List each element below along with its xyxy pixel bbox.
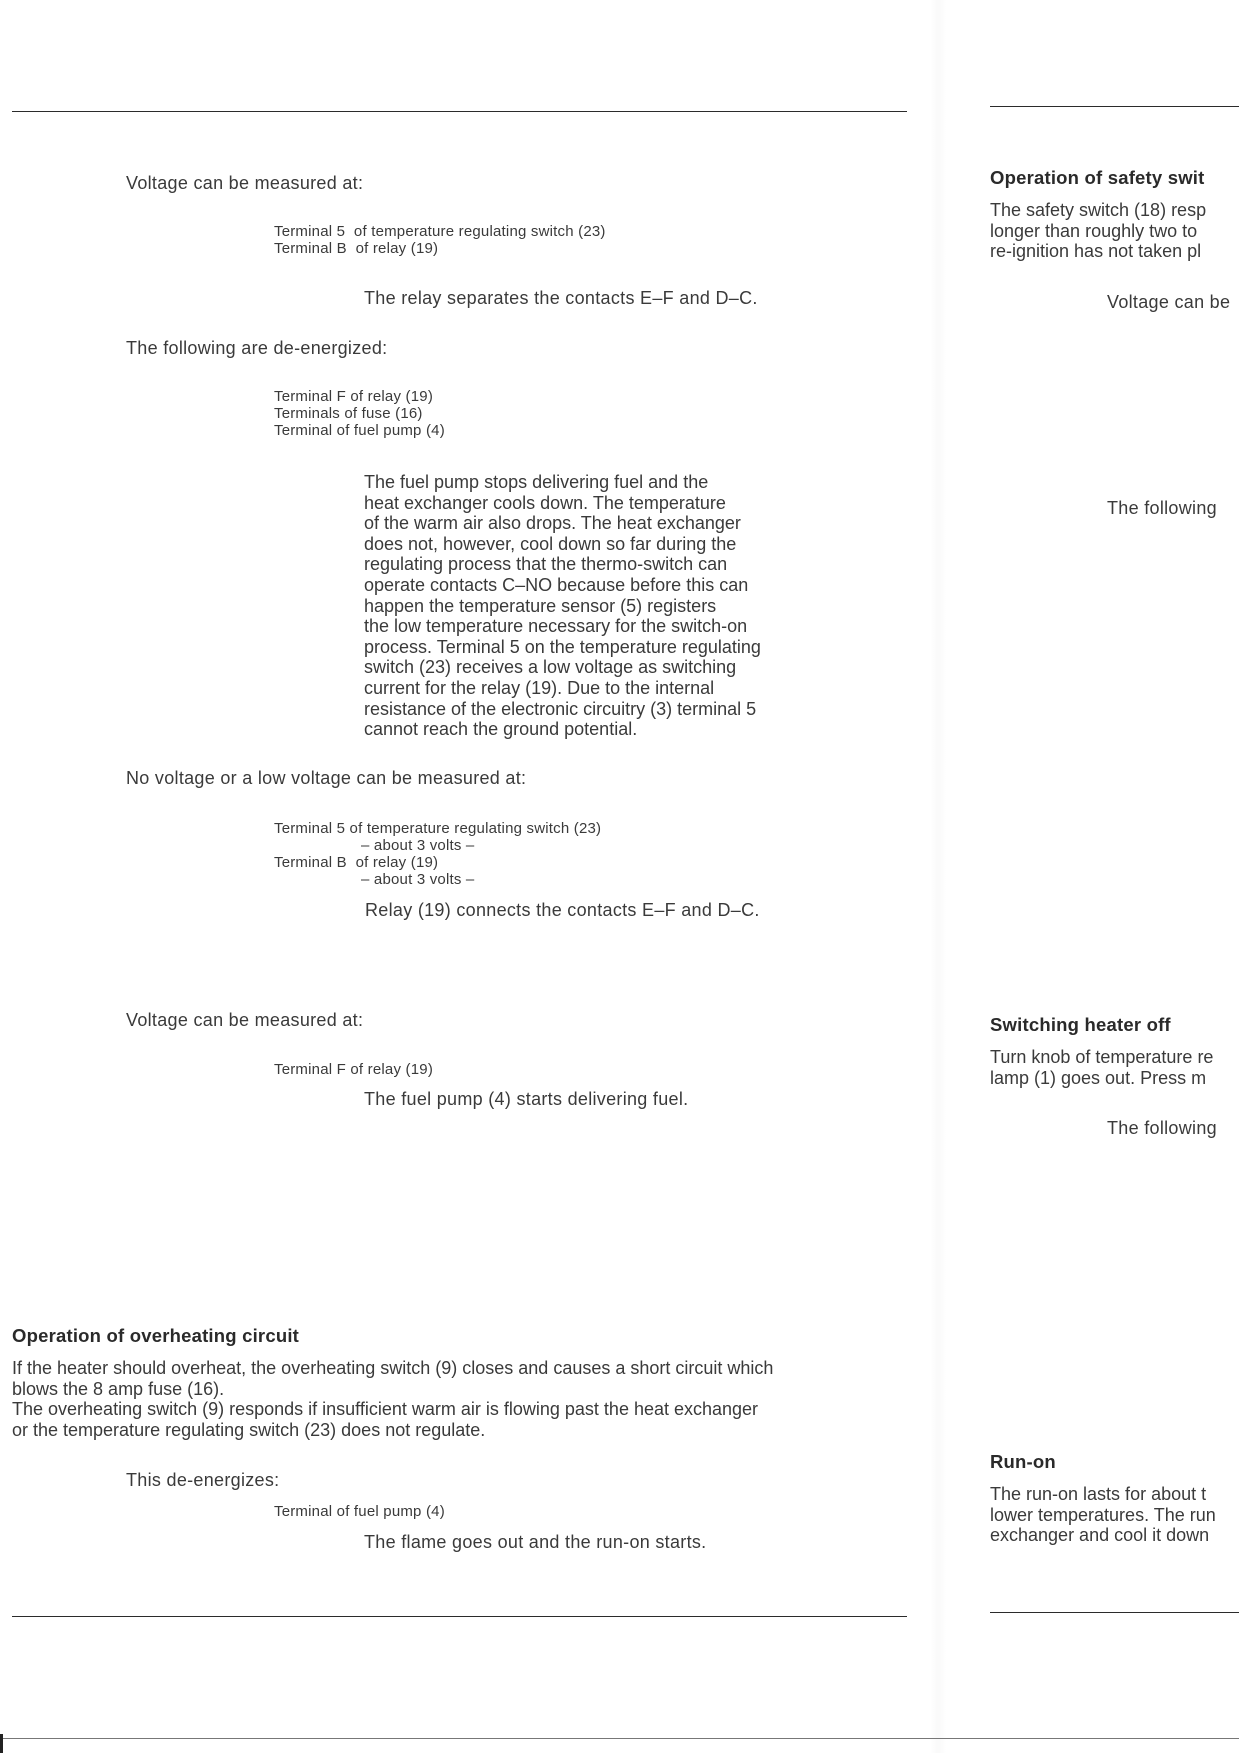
top-rule-right xyxy=(990,106,1239,107)
paragraph-line: regulating process that the thermo-switch can xyxy=(364,554,728,575)
voltage-measured-intro-2: Voltage can be measured at: xyxy=(126,1010,364,1030)
terminal-item: Terminal of fuel pump (4) xyxy=(274,1503,445,1520)
paragraph-line: the low temperature necessary for the switch-on xyxy=(364,616,748,637)
terminal-item: Terminal B of relay (19) xyxy=(274,854,439,871)
bottom-rule-left xyxy=(12,1616,907,1617)
paragraph-line: The fuel pump stops delivering fuel and the xyxy=(364,472,709,492)
paragraph-line: blows the 8 amp fuse (16). xyxy=(12,1378,225,1399)
page-corner-mark xyxy=(0,1734,3,1753)
switching-off-heading: Switching heater off xyxy=(990,1014,1171,1035)
switching-off-following-intro: The following xyxy=(1107,1118,1217,1138)
fuel-pump-stops-paragraph xyxy=(364,472,761,740)
paragraph-line: operate contacts C–NO because before this can xyxy=(364,574,749,595)
paragraph-line: process. Terminal 5 on the temperature regulating xyxy=(364,636,761,657)
no-voltage-intro: No voltage or a low voltage can be measured at: xyxy=(126,768,527,788)
terminal-item: Terminal F of relay (19) xyxy=(274,388,434,405)
voltage-note: – about 3 volts – xyxy=(361,871,475,888)
paragraph-line: lamp (1) goes out. Press m xyxy=(990,1067,1207,1088)
page-gutter-shadow xyxy=(930,0,946,1753)
paragraph-line: current for the relay (19). Due to the internal xyxy=(364,677,715,698)
terminal-item: Terminal F of relay (19) xyxy=(274,1061,434,1078)
safety-following-intro: The following xyxy=(1107,498,1217,518)
paragraph-line: The overheating switch (9) responds if insufficient warm air is flowing past the heat exchanger xyxy=(12,1399,759,1420)
terminal-list-5 xyxy=(274,1503,445,1520)
safety-voltage-intro: Voltage can be xyxy=(1107,292,1231,312)
paragraph-line: of the warm air also drops. The heat exchanger xyxy=(364,513,741,534)
paragraph-line: cannot reach the ground potential. xyxy=(364,719,638,740)
relay-separates-result: The relay separates the contacts E–F and D–C. xyxy=(364,288,758,308)
overheating-paragraph xyxy=(12,1358,773,1440)
paragraph-line: If the heater should overheat, the overheating switch (9) closes and causes a short circuit which xyxy=(12,1358,774,1378)
de-energized-intro: The following are de-energized: xyxy=(126,338,388,358)
overheating-heading: Operation of overheating circuit xyxy=(12,1325,300,1346)
terminal-item: Terminal 5 of temperature regulating switch (23) xyxy=(274,223,606,240)
paragraph-line: lower temperatures. The run xyxy=(990,1504,1216,1525)
terminal-list-1 xyxy=(274,223,606,257)
top-rule-left xyxy=(12,111,907,112)
paragraph-line: or the temperature regulating switch (23) does not regulate. xyxy=(12,1419,486,1440)
terminal-item: Terminal B of relay (19) xyxy=(274,240,439,257)
paragraph-line: re-ignition has not taken pl xyxy=(990,241,1202,262)
de-energizes-intro: This de-energizes: xyxy=(126,1470,280,1490)
flame-goes-out-result: The flame goes out and the run-on starts. xyxy=(364,1532,707,1552)
paragraph-line: The run-on lasts for about t xyxy=(990,1484,1207,1504)
paragraph-line: Turn knob of temperature re xyxy=(990,1047,1214,1067)
paragraph-line: happen the temperature sensor (5) registers xyxy=(364,595,717,616)
voltage-measured-intro-1: Voltage can be measured at: xyxy=(126,173,364,193)
switching-off-paragraph xyxy=(990,1047,1213,1088)
terminal-item: Terminal of fuel pump (4) xyxy=(274,422,445,439)
terminal-item: Terminals of fuse (16) xyxy=(274,405,423,422)
terminal-list-3 xyxy=(274,820,601,888)
paragraph-line: switch (23) receives a low voltage as switching xyxy=(364,657,737,678)
paragraph-line: heat exchanger cools down. The temperature xyxy=(364,492,726,513)
run-on-heading: Run-on xyxy=(990,1451,1056,1472)
relay-connects-result: Relay (19) connects the contacts E–F and D–C. xyxy=(365,900,760,920)
paragraph-line: The safety switch (18) resp xyxy=(990,200,1207,220)
page-bottom-edge xyxy=(0,1738,1239,1739)
paragraph-line: longer than roughly two to xyxy=(990,220,1198,241)
safety-switch-heading: Operation of safety swit xyxy=(990,167,1205,188)
run-on-paragraph xyxy=(990,1484,1216,1546)
paragraph-line: exchanger and cool it down xyxy=(990,1525,1210,1546)
paragraph-line: resistance of the electronic circuitry (3) terminal 5 xyxy=(364,698,757,719)
voltage-note: – about 3 volts – xyxy=(361,837,475,854)
fuel-pump-starts-result: The fuel pump (4) starts delivering fuel. xyxy=(364,1089,689,1109)
terminal-list-2 xyxy=(274,388,445,439)
bottom-rule-right xyxy=(990,1612,1239,1613)
terminal-item: Terminal 5 of temperature regulating switch (23) xyxy=(274,820,602,837)
safety-switch-paragraph xyxy=(990,200,1206,262)
terminal-list-4 xyxy=(274,1061,433,1078)
paragraph-line: does not, however, cool down so far during the xyxy=(364,533,737,554)
